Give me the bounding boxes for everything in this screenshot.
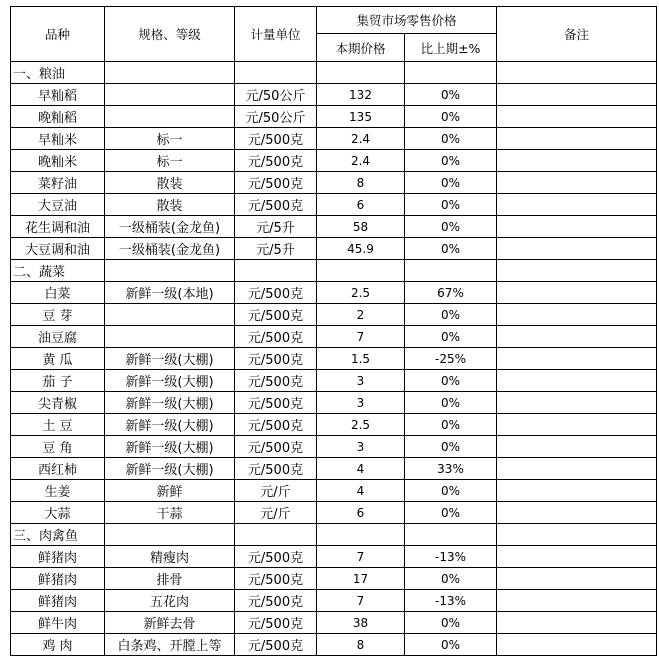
spec-cell: 新鲜一级(大棚) xyxy=(105,392,235,414)
empty-cell xyxy=(235,524,317,546)
empty-cell xyxy=(497,524,657,546)
unit-cell: 元/500克 xyxy=(235,128,317,150)
variety-cell: 白菜 xyxy=(11,282,105,304)
change-cell: 0% xyxy=(405,392,497,414)
table-row xyxy=(11,128,657,150)
table-row xyxy=(11,590,657,612)
change-cell: 0% xyxy=(405,106,497,128)
variety-cell: 晚籼米 xyxy=(11,150,105,172)
remarks-cell xyxy=(497,348,657,370)
section-row xyxy=(11,524,657,546)
table-row xyxy=(11,304,657,326)
spec-cell: 精瘦肉 xyxy=(105,546,235,568)
header-spec: 规格、等级 xyxy=(105,7,235,62)
spec-cell: 新鲜一级(大棚) xyxy=(105,414,235,436)
price-cell: 2.4 xyxy=(317,128,405,150)
unit-cell: 元/500克 xyxy=(235,546,317,568)
unit-cell: 元/5升 xyxy=(235,216,317,238)
price-cell: 2 xyxy=(317,304,405,326)
spec-cell: 散装 xyxy=(105,194,235,216)
price-cell: 2.4 xyxy=(317,150,405,172)
variety-cell: 鲜猪肉 xyxy=(11,546,105,568)
empty-cell xyxy=(105,524,235,546)
table-row xyxy=(11,370,657,392)
price-cell: 135 xyxy=(317,106,405,128)
price-table xyxy=(10,6,657,656)
change-cell: 0% xyxy=(405,150,497,172)
change-cell: 0% xyxy=(405,414,497,436)
unit-cell: 元/5升 xyxy=(235,238,317,260)
change-cell: 0% xyxy=(405,480,497,502)
price-cell: 8 xyxy=(317,634,405,656)
variety-cell: 茄 子 xyxy=(11,370,105,392)
header-variety: 品种 xyxy=(11,7,105,62)
spec-cell xyxy=(105,84,235,106)
variety-cell: 菜籽油 xyxy=(11,172,105,194)
change-cell: 33% xyxy=(405,458,497,480)
spec-cell: 一级桶装(金龙鱼) xyxy=(105,238,235,260)
remarks-cell xyxy=(497,392,657,414)
variety-cell: 鸡 肉 xyxy=(11,634,105,656)
header-remarks: 备注 xyxy=(497,7,657,62)
unit-cell: 元/500克 xyxy=(235,414,317,436)
variety-cell: 鲜猪肉 xyxy=(11,590,105,612)
table-row xyxy=(11,238,657,260)
variety-cell: 花生调和油 xyxy=(11,216,105,238)
remarks-cell xyxy=(497,326,657,348)
unit-cell: 元/500克 xyxy=(235,634,317,656)
change-cell: -25% xyxy=(405,348,497,370)
table-row xyxy=(11,216,657,238)
spec-cell: 新鲜一级(大棚) xyxy=(105,436,235,458)
price-cell: 6 xyxy=(317,194,405,216)
price-cell: 1.5 xyxy=(317,348,405,370)
price-cell: 6 xyxy=(317,502,405,524)
header-change: 比上期±% xyxy=(405,34,497,62)
spec-cell xyxy=(105,326,235,348)
change-cell: 0% xyxy=(405,634,497,656)
remarks-cell xyxy=(497,106,657,128)
table-row xyxy=(11,194,657,216)
spec-cell: 新鲜一级(本地) xyxy=(105,282,235,304)
spec-cell xyxy=(105,106,235,128)
unit-cell: 元/500克 xyxy=(235,370,317,392)
change-cell: -13% xyxy=(405,590,497,612)
empty-cell xyxy=(105,260,235,282)
remarks-cell xyxy=(497,194,657,216)
remarks-cell xyxy=(497,150,657,172)
table-row xyxy=(11,392,657,414)
unit-cell: 元/500克 xyxy=(235,150,317,172)
empty-cell xyxy=(235,260,317,282)
change-cell: 0% xyxy=(405,502,497,524)
variety-cell: 鲜牛肉 xyxy=(11,612,105,634)
price-cell: 7 xyxy=(317,546,405,568)
spec-cell: 新鲜一级(大棚) xyxy=(105,348,235,370)
remarks-cell xyxy=(497,172,657,194)
unit-cell: 元/500克 xyxy=(235,348,317,370)
table-row xyxy=(11,106,657,128)
price-cell: 17 xyxy=(317,568,405,590)
variety-cell: 早籼稻 xyxy=(11,84,105,106)
change-cell: 0% xyxy=(405,128,497,150)
variety-cell: 豆 角 xyxy=(11,436,105,458)
spec-cell xyxy=(105,304,235,326)
unit-cell: 元/500克 xyxy=(235,304,317,326)
empty-cell xyxy=(405,260,497,282)
spec-cell: 一级桶装(金龙鱼) xyxy=(105,216,235,238)
remarks-cell xyxy=(497,216,657,238)
table-body xyxy=(11,62,657,656)
empty-cell xyxy=(317,260,405,282)
table-row xyxy=(11,348,657,370)
section-title: 二、蔬菜 xyxy=(11,260,105,282)
table-row xyxy=(11,502,657,524)
spec-cell: 白条鸡、开膛上等 xyxy=(105,634,235,656)
spec-cell: 新鲜去骨 xyxy=(105,612,235,634)
table-row xyxy=(11,150,657,172)
header-market-price: 集贸市场零售价格 xyxy=(317,7,497,34)
spec-cell: 干蒜 xyxy=(105,502,235,524)
price-cell: 3 xyxy=(317,392,405,414)
remarks-cell xyxy=(497,458,657,480)
remarks-cell xyxy=(497,568,657,590)
price-cell: 38 xyxy=(317,612,405,634)
empty-cell xyxy=(497,260,657,282)
remarks-cell xyxy=(497,238,657,260)
unit-cell: 元/500克 xyxy=(235,612,317,634)
remarks-cell xyxy=(497,546,657,568)
variety-cell: 早籼米 xyxy=(11,128,105,150)
variety-cell: 西红柿 xyxy=(11,458,105,480)
change-cell: 0% xyxy=(405,612,497,634)
spec-cell: 标一 xyxy=(105,150,235,172)
header-unit: 计量单位 xyxy=(235,7,317,62)
section-row xyxy=(11,260,657,282)
remarks-cell xyxy=(497,612,657,634)
table-row xyxy=(11,84,657,106)
variety-cell: 油豆腐 xyxy=(11,326,105,348)
empty-cell xyxy=(405,524,497,546)
price-cell: 2.5 xyxy=(317,282,405,304)
spec-cell: 散装 xyxy=(105,172,235,194)
spec-cell: 新鲜 xyxy=(105,480,235,502)
variety-cell: 鲜猪肉 xyxy=(11,568,105,590)
price-cell: 2.5 xyxy=(317,414,405,436)
spec-cell: 五花肉 xyxy=(105,590,235,612)
unit-cell: 元/500克 xyxy=(235,568,317,590)
unit-cell: 元/500克 xyxy=(235,392,317,414)
change-cell: 0% xyxy=(405,194,497,216)
remarks-cell xyxy=(497,414,657,436)
price-cell: 45.9 xyxy=(317,238,405,260)
unit-cell: 元/500克 xyxy=(235,458,317,480)
spec-cell: 新鲜一级(大棚) xyxy=(105,370,235,392)
section-title: 一、粮油 xyxy=(11,62,105,84)
variety-cell: 尖青椒 xyxy=(11,392,105,414)
empty-cell xyxy=(405,62,497,84)
change-cell: 0% xyxy=(405,238,497,260)
change-cell: 0% xyxy=(405,370,497,392)
remarks-cell xyxy=(497,370,657,392)
unit-cell: 元/500克 xyxy=(235,194,317,216)
price-cell: 3 xyxy=(317,436,405,458)
unit-cell: 元/50公斤 xyxy=(235,106,317,128)
variety-cell: 大豆调和油 xyxy=(11,238,105,260)
unit-cell: 元/500克 xyxy=(235,590,317,612)
table-row xyxy=(11,568,657,590)
remarks-cell xyxy=(497,304,657,326)
table-row xyxy=(11,634,657,656)
spec-cell: 新鲜一级(大棚) xyxy=(105,458,235,480)
price-cell: 8 xyxy=(317,172,405,194)
price-cell: 7 xyxy=(317,590,405,612)
unit-cell: 元/斤 xyxy=(235,502,317,524)
empty-cell xyxy=(105,62,235,84)
variety-cell: 豆 芽 xyxy=(11,304,105,326)
empty-cell xyxy=(317,524,405,546)
change-cell: 0% xyxy=(405,304,497,326)
remarks-cell xyxy=(497,590,657,612)
change-cell: 0% xyxy=(405,568,497,590)
remarks-cell xyxy=(497,480,657,502)
price-cell: 4 xyxy=(317,480,405,502)
unit-cell: 元/500克 xyxy=(235,282,317,304)
unit-cell: 元/500克 xyxy=(235,172,317,194)
table-row xyxy=(11,480,657,502)
table-row xyxy=(11,612,657,634)
change-cell: 0% xyxy=(405,84,497,106)
price-cell: 3 xyxy=(317,370,405,392)
variety-cell: 晚籼稻 xyxy=(11,106,105,128)
price-cell: 7 xyxy=(317,326,405,348)
variety-cell: 大蒜 xyxy=(11,502,105,524)
price-cell: 4 xyxy=(317,458,405,480)
unit-cell: 元/500克 xyxy=(235,436,317,458)
remarks-cell xyxy=(497,128,657,150)
variety-cell: 生姜 xyxy=(11,480,105,502)
remarks-cell xyxy=(497,634,657,656)
table-row xyxy=(11,436,657,458)
empty-cell xyxy=(497,62,657,84)
variety-cell: 黄 瓜 xyxy=(11,348,105,370)
empty-cell xyxy=(317,62,405,84)
table-row xyxy=(11,414,657,436)
section-title: 三、肉禽鱼 xyxy=(11,524,105,546)
unit-cell: 元/斤 xyxy=(235,480,317,502)
spec-cell: 排骨 xyxy=(105,568,235,590)
empty-cell xyxy=(235,62,317,84)
change-cell: -13% xyxy=(405,546,497,568)
change-cell: 0% xyxy=(405,436,497,458)
header-current-price: 本期价格 xyxy=(317,34,405,62)
change-cell: 0% xyxy=(405,326,497,348)
variety-cell: 土 豆 xyxy=(11,414,105,436)
table-row xyxy=(11,546,657,568)
variety-cell: 大豆油 xyxy=(11,194,105,216)
remarks-cell xyxy=(497,502,657,524)
table-row xyxy=(11,458,657,480)
section-row xyxy=(11,62,657,84)
remarks-cell xyxy=(497,84,657,106)
remarks-cell xyxy=(497,436,657,458)
change-cell: 0% xyxy=(405,172,497,194)
table-row xyxy=(11,326,657,348)
unit-cell: 元/50公斤 xyxy=(235,84,317,106)
change-cell: 0% xyxy=(405,216,497,238)
change-cell: 67% xyxy=(405,282,497,304)
remarks-cell xyxy=(497,282,657,304)
unit-cell: 元/500克 xyxy=(235,326,317,348)
price-cell: 58 xyxy=(317,216,405,238)
table-row xyxy=(11,282,657,304)
price-cell: 132 xyxy=(317,84,405,106)
table-row xyxy=(11,172,657,194)
spec-cell: 标一 xyxy=(105,128,235,150)
